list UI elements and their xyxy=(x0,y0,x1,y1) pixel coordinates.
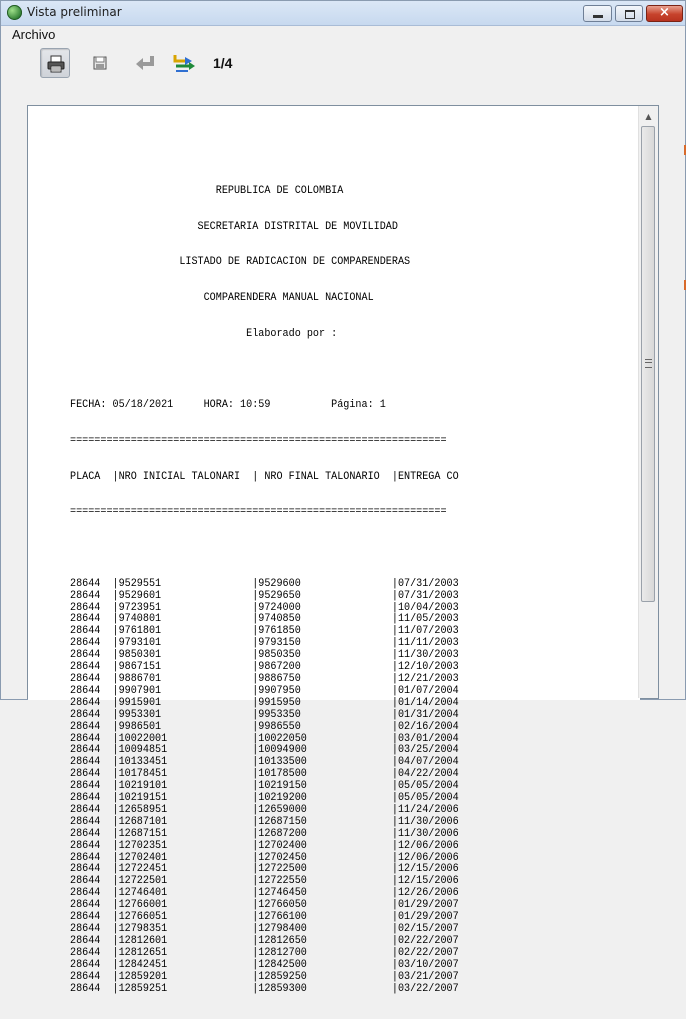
grip-icon xyxy=(645,359,652,368)
print-button[interactable] xyxy=(40,48,70,78)
table-row: 28644 |10094851 |10094900 |03/25/2004 xyxy=(70,744,459,757)
table-row: 28644 |12687101 |12687150 |11/30/2006 xyxy=(70,815,459,828)
scroll-thumb[interactable] xyxy=(641,126,655,602)
table-row: 28644 |9529601 |9529650 |07/31/2003 xyxy=(70,589,459,602)
close-icon: × xyxy=(659,5,670,20)
toolbar xyxy=(1,45,685,89)
vertical-scrollbar[interactable] xyxy=(638,106,658,698)
table-row: 28644 |9850301 |9850350 |11/30/2003 xyxy=(70,649,459,662)
blank-line xyxy=(70,543,459,555)
table-row: 28644 |12722501 |12722550 |12/15/2006 xyxy=(70,875,459,888)
title-bar[interactable] xyxy=(1,1,685,26)
table-row: 28644 |12812651 |12812700 |02/22/2007 xyxy=(70,946,459,959)
table-row: 28644 |9907901 |9907950 |01/07/2004 xyxy=(70,684,459,697)
report-header-line: SECRETARIA DISTRITAL DE MOVILIDAD xyxy=(70,220,398,233)
table-row: 28644 |12812601 |12812650 |02/22/2007 xyxy=(70,934,459,947)
table-row: 28644 |12798351 |12798400 |02/15/2007 xyxy=(70,923,459,935)
table-row: 28644 |12702401 |12702450 |12/06/2006 xyxy=(70,851,459,864)
transfer-arrows-icon xyxy=(172,53,196,75)
table-row: 28644 |10219151 |10219200 |05/05/2004 xyxy=(70,792,459,805)
globe-icon xyxy=(7,5,22,20)
table-row: 28644 |10178451 |10178500 |04/22/2004 xyxy=(70,768,459,781)
table-row: 28644 |9529551 |9529600 |07/31/2003 xyxy=(70,577,459,590)
blank-line xyxy=(70,364,459,376)
table-row: 28644 |9986501 |9986550 |02/16/2004 xyxy=(70,720,459,733)
table-row: 28644 |10133451 |10133500 |04/07/2004 xyxy=(70,756,459,769)
save-button[interactable] xyxy=(85,48,115,78)
report-page xyxy=(28,106,640,995)
table-row: 28644 |12859201 |12859250 |03/21/2007 xyxy=(70,970,459,983)
window-title: Vista preliminar xyxy=(27,5,122,19)
table-row: 28644 |12766051 |12766100 |01/29/2007 xyxy=(70,911,459,924)
report-header-line: REPUBLICA DE COLOMBIA xyxy=(70,184,344,197)
report-rows xyxy=(70,579,459,996)
table-row: 28644 |10022001 |10022050 |03/01/2004 xyxy=(70,732,459,745)
table-row: 28644 |9761801 |9761850 |11/07/2003 xyxy=(70,625,459,638)
table-row: 28644 |10219101 |10219150 |05/05/2004 xyxy=(70,780,459,793)
date-line: FECHA: 05/18/2021 HORA: 10:59 Página: 1 xyxy=(70,399,386,412)
table-row: 28644 |12722451 |12722500 |12/15/2006 xyxy=(70,863,459,876)
scroll-up-icon[interactable]: ▲ xyxy=(645,112,652,121)
menu-bar xyxy=(1,25,685,45)
table-row: 28644 |9740801 |9740850 |11/05/2003 xyxy=(70,613,459,626)
table-row: 28644 |12702351 |12702400 |12/06/2006 xyxy=(70,839,459,852)
separator-line: ============================================================== xyxy=(70,506,447,519)
table-row: 28644 |12859251 |12859300 |03/22/2007 xyxy=(70,982,459,995)
close-button[interactable] xyxy=(646,5,683,22)
table-row: 28644 |9793101 |9793150 |11/11/2003 xyxy=(70,637,459,650)
report-header-line: LISTADO DE RADICACION DE COMPARENDERAS xyxy=(70,256,411,269)
maximize-icon xyxy=(625,10,635,19)
minimize-icon xyxy=(593,15,603,18)
report-header-line: COMPARENDERA MANUAL NACIONAL xyxy=(70,291,374,304)
column-header: PLACA |NRO INICIAL TALONARI | NRO FINAL TALONARIO |ENTREGA CO xyxy=(70,470,459,483)
back-arrow-icon xyxy=(134,53,156,73)
table-row: 28644 |9953301 |9953350 |01/31/2004 xyxy=(70,708,459,721)
menu-archivo[interactable]: Archivo xyxy=(12,27,56,42)
table-row: 28644 |9915901 |9915950 |01/14/2004 xyxy=(70,696,459,709)
transfer-button[interactable] xyxy=(167,48,197,78)
back-button[interactable] xyxy=(129,48,159,78)
table-row: 28644 |12842451 |12842500 |03/10/2007 xyxy=(70,958,459,971)
report-body xyxy=(70,162,459,1019)
table-row: 28644 |9723951 |9724000 |10/04/2003 xyxy=(70,601,459,614)
table-row: 28644 |9886701 |9886750 |12/21/2003 xyxy=(70,672,459,685)
table-row: 28644 |12658951 |12659000 |11/24/2006 xyxy=(70,803,459,816)
separator-line: ============================================================== xyxy=(70,434,447,447)
report-header-line: Elaborado por : xyxy=(70,327,338,340)
page-indicator: 1/4 xyxy=(213,55,233,71)
table-row: 28644 |9867151 |9867200 |12/10/2003 xyxy=(70,661,459,674)
maximize-button[interactable] xyxy=(615,5,643,22)
print-icon xyxy=(46,54,66,74)
preview-pane[interactable] xyxy=(27,105,659,995)
minimize-button[interactable] xyxy=(583,5,612,22)
save-icon xyxy=(90,53,110,73)
table-row: 28644 |12746401 |12746450 |12/26/2006 xyxy=(70,887,459,900)
table-row: 28644 |12687151 |12687200 |11/30/2006 xyxy=(70,827,459,840)
table-row: 28644 |12766001 |12766050 |01/29/2007 xyxy=(70,899,459,912)
